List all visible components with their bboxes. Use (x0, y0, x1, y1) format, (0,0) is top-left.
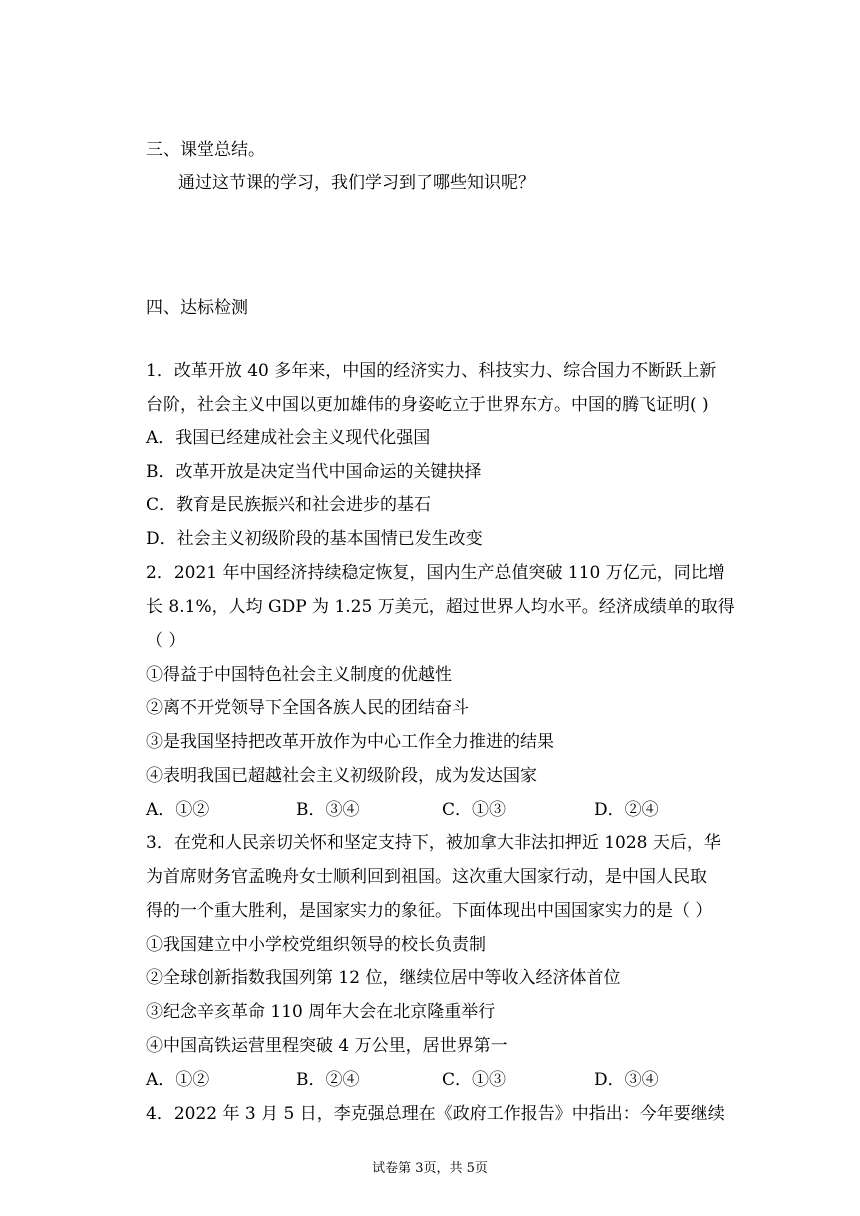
q2-choice-c: C．①③ (442, 800, 507, 820)
q4-stem-line-1: 4．2022 年 3 月 5 日，李克强总理在《政府工作报告》中指出：今年要继续 (146, 1104, 725, 1124)
q2-choices (146, 799, 706, 821)
q3-statement-4: ④中国高铁运营里程突破 4 万公里，居世界第一 (146, 1036, 508, 1056)
q2-stem-line-1: 2．2021 年中国经济持续稳定恢复，国内生产总值突破 110 万亿元，同比增 (146, 563, 725, 583)
page-footer: 试卷第 3页，共 5页 (372, 1161, 488, 1176)
q3-stem-line-3: 得的一个重大胜利，是国家实力的象征。下面体现出中国国家实力的是（ ） (146, 901, 713, 921)
q3-statement-2: ②全球创新指数我国列第 12 位，继续位居中等收入经济体首位 (146, 968, 621, 988)
q3-choice-d: D．③④ (594, 1070, 659, 1090)
q1-stem-line-2: 台阶，社会主义中国以更加雄伟的身姿屹立于世界东方。中国的腾飞证明( ) (146, 395, 709, 415)
q1-option-d: D．社会主义初级阶段的基本国情已发生改变 (146, 529, 483, 549)
q2-statement-3: ③是我国坚持把改革开放作为中心工作全力推进的结果 (146, 732, 554, 752)
q2-statement-2: ②离不开党领导下全国各族人民的团结奋斗 (146, 698, 469, 718)
q3-choices (146, 1069, 706, 1091)
q2-choice-a: A．①② (146, 800, 210, 820)
q3-stem-line-2: 为首席财务官孟晚舟女士顺利回到祖国。这次重大国家行动，是中国人民取 (146, 867, 707, 887)
q3-statement-1: ①我国建立中小学校党组织领导的校长负责制 (146, 935, 486, 955)
q3-statement-3: ③纪念辛亥革命 110 周年大会在北京隆重举行 (146, 1002, 496, 1022)
section-3-prompt: 通过这节课的学习，我们学习到了哪些知识呢？ (178, 173, 535, 193)
section-4-heading: 四、达标检测 (146, 298, 248, 318)
q3-stem-line-1: 3．在党和人民亲切关怀和坚定支持下，被加拿大非法扣押近 1028 天后，华 (146, 833, 721, 853)
q2-stem-line-3: （ ） (146, 631, 186, 651)
q1-option-a: A．我国已经建成社会主义现代化强国 (146, 428, 431, 448)
q3-choice-b: B．②④ (296, 1070, 360, 1090)
q2-choice-d: D．②④ (594, 800, 659, 820)
q3-choice-c: C．①③ (442, 1070, 507, 1090)
q2-choice-b: B．③④ (296, 800, 360, 820)
q1-stem-line-1: 1．改革开放 40 多年来，中国的经济实力、科技实力、综合国力不断跃上新 (146, 361, 717, 381)
q2-stem-line-2: 长 8.1%，人均 GDP 为 1.25 万美元，超过世界人均水平。经济成绩单的取得 (146, 597, 735, 617)
q1-option-c: C．教育是民族振兴和社会进步的基石 (146, 495, 432, 515)
section-3-heading: 三、课堂总结。 (146, 140, 265, 160)
q2-statement-4: ④表明我国已超越社会主义初级阶段，成为发达国家 (146, 766, 537, 786)
q3-choice-a: A．①② (146, 1070, 210, 1090)
q2-statement-1: ①得益于中国特色社会主义制度的优越性 (146, 665, 452, 685)
q1-option-b: B．改革开放是决定当代中国命运的关键抉择 (146, 462, 482, 482)
